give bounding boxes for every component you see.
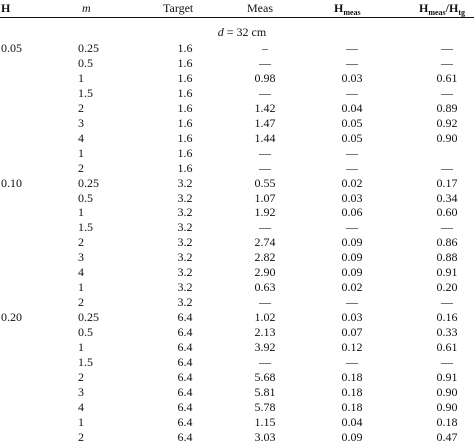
cell-h-meas: — bbox=[346, 56, 358, 70]
cell-meas: — bbox=[259, 160, 271, 175]
cell-meas: 3.92 bbox=[254, 340, 276, 354]
cell-m: 3 bbox=[78, 115, 84, 130]
cell-target: 1.6 bbox=[177, 41, 193, 55]
table-row bbox=[0, 295, 474, 309]
cell-meas: – bbox=[262, 41, 268, 55]
cell-target: 3.2 bbox=[177, 235, 193, 250]
table-row bbox=[0, 310, 474, 324]
cell-h-meas: 0.04 bbox=[341, 414, 363, 429]
cell-meas: — bbox=[259, 220, 271, 235]
cell-h-meas: — bbox=[346, 145, 358, 160]
cell-meas: 1.15 bbox=[254, 414, 276, 429]
cell-m: 2 bbox=[78, 235, 84, 250]
cell-h-meas: — bbox=[346, 85, 358, 100]
table-row bbox=[0, 265, 474, 279]
cell-meas: 2.90 bbox=[254, 265, 276, 280]
cell-meas: 5.68 bbox=[254, 369, 276, 384]
cell-ratio: 0.18 bbox=[436, 414, 458, 429]
section-caption bbox=[0, 25, 474, 39]
cell-m: 0.5 bbox=[78, 56, 93, 70]
header-m: m bbox=[82, 1, 91, 15]
section-value: = 32 cm bbox=[226, 25, 267, 39]
cell-ratio: — bbox=[441, 220, 453, 235]
header-ratio bbox=[419, 0, 465, 16]
cell-meas: 1.07 bbox=[254, 190, 276, 205]
cell-h-meas: 0.03 bbox=[341, 310, 363, 325]
cell-meas: 2.13 bbox=[254, 325, 276, 340]
cell-h: 0.10 bbox=[1, 175, 22, 190]
table-row bbox=[0, 250, 474, 264]
cell-m: 0.25 bbox=[78, 175, 99, 190]
cell-ratio: 0.60 bbox=[436, 205, 458, 220]
table-row bbox=[0, 205, 474, 219]
cell-ratio: 0.61 bbox=[436, 70, 458, 85]
cell-m: 1 bbox=[78, 340, 84, 354]
header-meas: Meas bbox=[247, 1, 273, 15]
cell-h-meas: — bbox=[346, 41, 358, 55]
cell-meas: — bbox=[259, 354, 271, 369]
cell-meas: — bbox=[259, 295, 271, 310]
cell-target: 1.6 bbox=[177, 145, 193, 160]
cell-ratio: — bbox=[441, 354, 453, 369]
cell-target: 3.2 bbox=[177, 280, 193, 295]
table-row bbox=[0, 86, 474, 100]
cell-m: 1.5 bbox=[78, 85, 93, 100]
header-ratio-base: H bbox=[419, 1, 429, 15]
cell-m: 3 bbox=[78, 250, 84, 265]
table-row bbox=[0, 355, 474, 369]
cell-target: 3.2 bbox=[177, 250, 193, 265]
cell-m: 0.25 bbox=[78, 41, 99, 55]
table-row bbox=[0, 340, 474, 354]
cell-target: 1.6 bbox=[177, 130, 193, 145]
cell-m: 0.5 bbox=[78, 325, 93, 340]
cell-target: 6.4 bbox=[177, 354, 193, 369]
header-target: Target bbox=[163, 1, 194, 15]
cell-ratio: 0.34 bbox=[436, 190, 458, 205]
cell-h-meas: 0.05 bbox=[341, 130, 363, 145]
cell-target: 1.6 bbox=[177, 85, 193, 100]
cell-h-meas: 0.12 bbox=[341, 340, 363, 354]
cell-ratio: 0.89 bbox=[436, 100, 458, 115]
cell-ratio: 0.20 bbox=[436, 280, 458, 295]
cell-h-meas: 0.02 bbox=[341, 175, 363, 190]
table-row bbox=[0, 220, 474, 234]
table-row bbox=[0, 385, 474, 399]
cell-target: 1.6 bbox=[177, 56, 193, 70]
cell-h-meas: 0.05 bbox=[341, 115, 363, 130]
header-h-meas bbox=[334, 0, 361, 16]
cell-m: 0.25 bbox=[78, 310, 99, 325]
cell-m: 2 bbox=[78, 160, 84, 175]
table-row bbox=[0, 116, 474, 130]
cell-meas: 1.42 bbox=[254, 100, 276, 115]
cell-m: 1 bbox=[78, 70, 84, 85]
cell-ratio: — bbox=[441, 160, 453, 175]
table-row bbox=[0, 191, 474, 205]
cell-meas: 0.55 bbox=[254, 175, 276, 190]
table-row bbox=[0, 400, 474, 414]
cell-ratio: 0.61 bbox=[436, 340, 458, 354]
table-row bbox=[0, 131, 474, 145]
cell-target: 6.4 bbox=[177, 414, 193, 429]
cell-h-meas: 0.03 bbox=[341, 70, 363, 85]
cell-meas: 3.03 bbox=[254, 429, 276, 444]
cell-meas: 1.02 bbox=[254, 310, 276, 325]
cell-h-meas: 0.09 bbox=[341, 429, 363, 444]
cell-h-meas: 0.03 bbox=[341, 190, 363, 205]
cell-h-meas: 0.04 bbox=[341, 100, 363, 115]
cell-target: 1.6 bbox=[177, 160, 193, 175]
cell-meas: — bbox=[259, 85, 271, 100]
cell-meas: 1.92 bbox=[254, 205, 276, 220]
cell-h-meas: 0.02 bbox=[341, 280, 363, 295]
cell-h-meas: — bbox=[346, 354, 358, 369]
cell-ratio: — bbox=[441, 85, 453, 100]
header-ratio-tail-sub: tg bbox=[458, 8, 466, 17]
cell-h-meas: 0.09 bbox=[341, 250, 363, 265]
header-rule bbox=[0, 17, 474, 18]
table-row bbox=[0, 325, 474, 339]
cell-ratio: 0.91 bbox=[436, 265, 458, 280]
cell-target: 3.2 bbox=[177, 265, 193, 280]
cell-m: 0.5 bbox=[78, 190, 93, 205]
cell-meas: 2.82 bbox=[254, 250, 276, 265]
cell-meas: — bbox=[259, 145, 271, 160]
cell-m: 4 bbox=[78, 399, 84, 414]
table-row bbox=[0, 41, 474, 55]
cell-m: 2 bbox=[78, 429, 84, 444]
cell-target: 6.4 bbox=[177, 399, 193, 414]
cell-meas: — bbox=[259, 56, 271, 70]
cell-m: 2 bbox=[78, 369, 84, 384]
cell-target: 3.2 bbox=[177, 190, 193, 205]
cell-ratio: 0.86 bbox=[436, 235, 458, 250]
cell-h-meas: 0.09 bbox=[341, 265, 363, 280]
table-row bbox=[0, 235, 474, 249]
table-row bbox=[0, 280, 474, 294]
cell-ratio: — bbox=[441, 295, 453, 310]
cell-target: 3.2 bbox=[177, 175, 193, 190]
cell-m: 1 bbox=[78, 280, 84, 295]
cell-h: 0.20 bbox=[1, 310, 22, 325]
cell-ratio: — bbox=[441, 41, 453, 55]
cell-target: 6.4 bbox=[177, 429, 193, 444]
section-label: d bbox=[217, 25, 224, 39]
header-ratio-sub: meas bbox=[428, 8, 446, 17]
cell-meas: 1.47 bbox=[254, 115, 276, 130]
table-row bbox=[0, 176, 474, 190]
cell-target: 6.4 bbox=[177, 384, 193, 399]
cell-h: 0.05 bbox=[1, 41, 22, 55]
table-row bbox=[0, 415, 474, 429]
cell-target: 1.6 bbox=[177, 100, 193, 115]
cell-ratio: 0.90 bbox=[436, 130, 458, 145]
cell-h-meas: — bbox=[346, 295, 358, 310]
cell-m: 4 bbox=[78, 265, 84, 280]
table-row bbox=[0, 101, 474, 115]
cell-h-meas: 0.07 bbox=[341, 325, 363, 340]
cell-h-meas: 0.18 bbox=[341, 399, 363, 414]
cell-ratio: 0.90 bbox=[436, 399, 458, 414]
header-h-meas-sub: meas bbox=[343, 8, 361, 17]
cell-h-meas: — bbox=[346, 160, 358, 175]
cell-target: 3.2 bbox=[177, 220, 193, 235]
header-h: H bbox=[1, 1, 11, 15]
cell-h-meas: 0.09 bbox=[341, 235, 363, 250]
cell-ratio: 0.88 bbox=[436, 250, 458, 265]
cell-ratio: 0.47 bbox=[436, 429, 458, 444]
cell-m: 1 bbox=[78, 205, 84, 220]
cell-m: 2 bbox=[78, 100, 84, 115]
cell-target: 6.4 bbox=[177, 310, 193, 325]
cell-target: 1.6 bbox=[177, 70, 193, 85]
cell-h-meas: 0.18 bbox=[341, 369, 363, 384]
table-row bbox=[0, 161, 474, 175]
table-row bbox=[0, 56, 474, 70]
cell-m: 4 bbox=[78, 130, 84, 145]
cell-ratio bbox=[420, 146, 474, 160]
cell-ratio: — bbox=[441, 56, 453, 70]
cell-meas: 5.81 bbox=[254, 384, 276, 399]
cell-ratio: 0.16 bbox=[436, 310, 458, 325]
cell-meas: 0.63 bbox=[254, 280, 276, 295]
cell-target: 1.6 bbox=[177, 115, 193, 130]
cell-m: 1 bbox=[78, 145, 84, 160]
table-row bbox=[0, 370, 474, 384]
cell-m: 2 bbox=[78, 295, 84, 310]
cell-ratio: 0.33 bbox=[436, 325, 458, 340]
table-row bbox=[0, 71, 474, 85]
cell-meas: 1.44 bbox=[254, 130, 276, 145]
cell-h-meas: 0.18 bbox=[341, 384, 363, 399]
cell-target: 3.2 bbox=[177, 205, 193, 220]
cell-target: 6.4 bbox=[177, 325, 193, 340]
cell-ratio: 0.92 bbox=[436, 115, 458, 130]
header-ratio-tail: /H bbox=[445, 1, 459, 15]
cell-ratio: 0.91 bbox=[436, 369, 458, 384]
cell-m: 3 bbox=[78, 384, 84, 399]
cell-m: 1 bbox=[78, 414, 84, 429]
header-h-meas-base: H bbox=[334, 1, 344, 15]
cell-meas: 2.74 bbox=[254, 235, 276, 250]
cell-m: 1.5 bbox=[78, 354, 93, 369]
cell-target: 6.4 bbox=[177, 369, 193, 384]
cell-meas: 5.78 bbox=[254, 399, 276, 414]
cell-m: 1.5 bbox=[78, 220, 93, 235]
cell-h-meas: 0.06 bbox=[341, 205, 363, 220]
cell-ratio: 0.90 bbox=[436, 384, 458, 399]
cell-ratio: 0.17 bbox=[436, 175, 458, 190]
table-row bbox=[0, 146, 474, 160]
cell-h-meas: — bbox=[346, 220, 358, 235]
cell-target: 6.4 bbox=[177, 340, 193, 354]
cell-meas: 0.98 bbox=[254, 70, 276, 85]
cell-target: 3.2 bbox=[177, 295, 193, 310]
